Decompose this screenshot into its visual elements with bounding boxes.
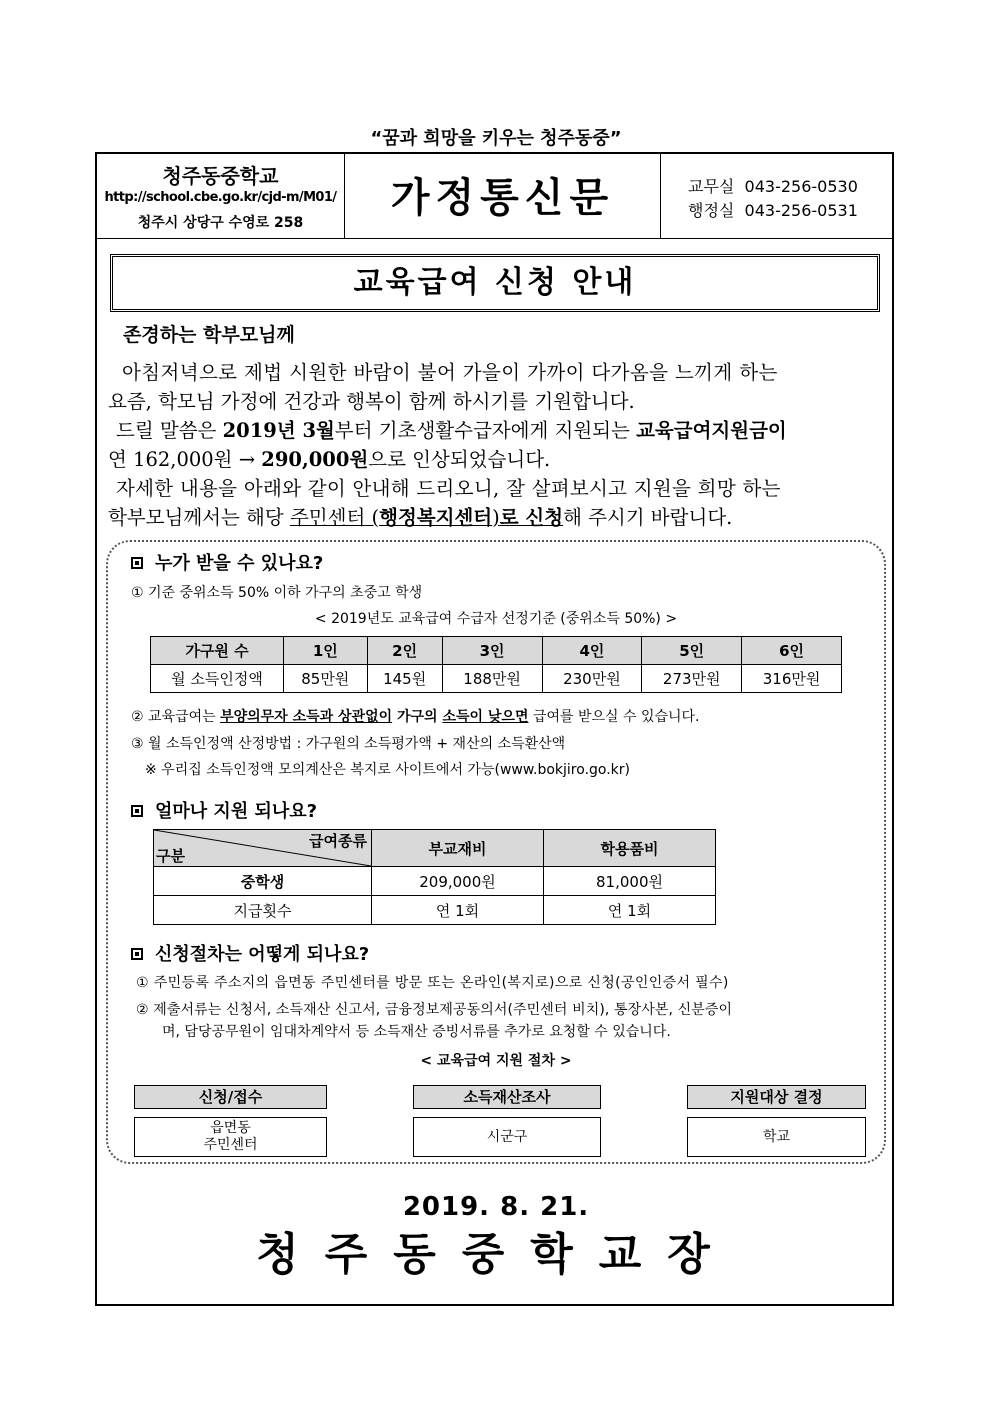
phone-admin-office: 행정실 043-256-0531 [688,201,858,220]
body-paragraph-line: 요즘, 학모님 가정에 건강과 행복이 함께 하시기를 기원합니다. [108,390,635,413]
square-bullet-icon [131,557,143,569]
table-cell: 연 1회 [544,896,716,925]
school-motto: “꿈과 희망을 키우는 청주동중” [370,128,622,149]
procedure-item: ① 주민등록 주소지의 읍면동 주민센터를 방문 또는 온라인(복지로)으로 신청(공인인증서 필수) [136,975,729,991]
flow-step-header: 소득재산조사 [413,1085,601,1109]
table-cell: 중학생 [154,867,372,896]
table-header-cell: 2인 [367,637,442,665]
table-row [154,896,716,925]
notice-title: 교육급여 신청 안내 [110,254,880,312]
table-header-cell: 4인 [542,637,642,665]
body-paragraph-line: 학부모님께서는 해당 주민센터 (행정복지센터)로 신청해 주시기 바랍니다. [108,506,733,529]
body-paragraph-line: 아침저녁으로 제법 시원한 바람이 불어 가을이 가까이 다가옴을 느끼게 하는 [122,361,778,384]
flow-step-body: 학교 [687,1117,866,1157]
corner-label-bottom: 구분 [156,847,185,865]
procedure-item: ② 제출서류는 신청서, 소득재산 신고서, 금융정보제공동의서(주민센터 비치), 통장사본, 신분증이 [136,1002,733,1018]
corner-label-top: 급여종류 [309,832,367,850]
table-cell: 230만원 [542,665,642,693]
square-bullet-icon [131,805,143,817]
table-cell: 209,000원 [372,867,544,896]
table-cell: 지급횟수 [154,896,372,925]
body-paragraph-line: 드릴 말씀은 2019년 3월부터 기초생활수급자에게 지원되는 교육급여지원금이 [116,419,787,442]
school-name: 청주동중학교 [162,164,279,188]
flow-step-body: 읍면동 주민센터 [134,1117,327,1157]
note-line: ※ 우리집 소득인정액 모의계산은 복지로 사이트에서 가능(www.bokjiro.go.kr) [145,762,630,778]
square-bullet-icon [131,948,143,960]
table-header-cell: 1인 [284,637,368,665]
table-cell: 316만원 [742,665,842,693]
flow-step-header: 지원대상 결정 [687,1085,866,1109]
flow-caption: < 교육급여 지원 절차 > [420,1053,572,1069]
table-cell: 145원 [367,665,442,693]
table-header-row [151,637,842,665]
table-caption: < 2019년도 교육급여 수급자 선정기준 (중위소득 50%) > [314,611,678,627]
body-paragraph-line: 자세한 내용을 아래와 같이 안내해 드리오니, 잘 살펴보시고 지원을 희망 하는 [116,477,781,500]
table-cell: 85만원 [284,665,368,693]
table-header-cell: 가구원 수 [151,637,284,665]
section-heading-eligibility: 누가 받을 수 있나요? [131,549,323,575]
section-heading-amount: 얼마나 지원 되나요? [131,797,317,823]
school-url[interactable]: http://school.cbe.go.kr/cjd-m/M01/ [104,190,337,205]
flow-step-header: 신청/접수 [134,1085,327,1109]
table-header-cell: 6인 [742,637,842,665]
table-cell: 188만원 [442,665,542,693]
newsletter-title: 가정통신문 [390,175,615,221]
greeting: 존경하는 학부모님께 [123,324,295,346]
table-header-cell: 5인 [642,637,742,665]
table-header-cell: 부교재비 [372,830,544,867]
table-row [151,665,842,693]
flow-step-body: 시군구 [413,1117,601,1157]
issue-date: 2019. 8. 21. [402,1192,590,1222]
eligibility-item: ③ 월 소득인정액 산정방법 : 가구원의 소득평가액 + 재산의 소득환산액 [131,736,566,752]
table-header-row [154,830,716,867]
phone-academic-office: 교무실 043-256-0530 [688,177,858,196]
table-row [154,867,716,896]
table-cell: 연 1회 [372,896,544,925]
table-header-cell: 3인 [442,637,542,665]
table-cell: 81,000원 [544,867,716,896]
table-corner-cell [154,830,372,867]
section-heading-procedure: 신청절차는 어떻게 되나요? [131,940,369,966]
eligibility-item: ① 기준 중위소득 50% 이하 가구의 초중고 학생 [131,585,423,601]
header-column-divider [660,152,661,238]
table-cell: 273만원 [642,665,742,693]
body-paragraph-line: 연 162,000원 → 290,000원으로 인상되었습니다. [108,448,551,471]
table-cell: 월 소득인정액 [151,665,284,693]
income-criteria-table [150,636,842,693]
eligibility-item: ② 교육급여는 부양의무자 소득과 상관없이 가구의 소득이 낮으면 급여를 받으실 수 있습니다. [131,709,700,725]
procedure-item: 며, 담당공무원이 임대차계약서 등 소득재산 증빙서류를 추가로 요청할 수 있습니다. [162,1024,671,1040]
principal-signature: 청주동중학교장 [256,1229,736,1280]
school-address: 청주시 상당구 수영로 258 [137,215,304,231]
header-divider [95,238,894,239]
table-header-cell: 학용품비 [544,830,716,867]
support-amount-table [153,829,716,925]
